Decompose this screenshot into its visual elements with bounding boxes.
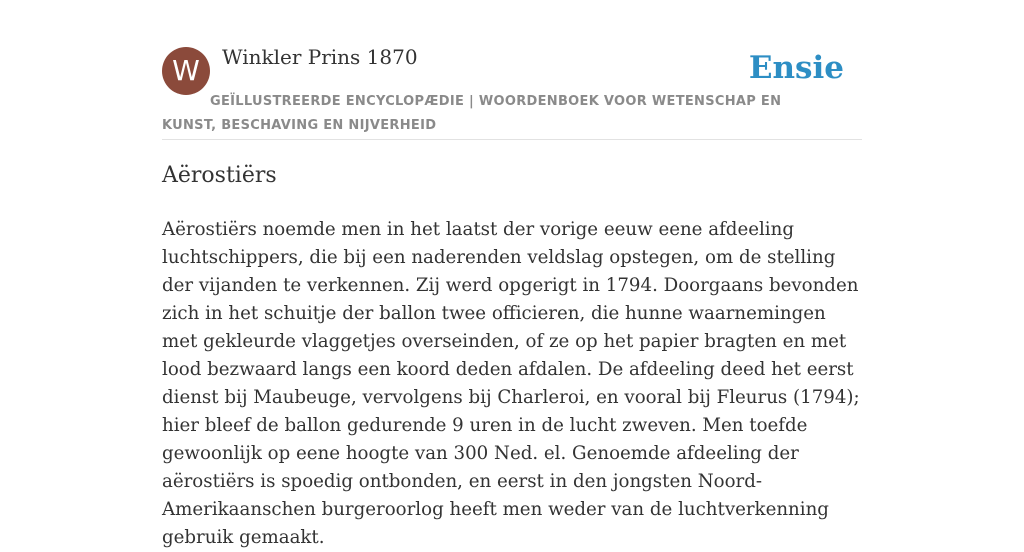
header-divider: [162, 139, 862, 140]
entry-title: Aërostiërs: [162, 163, 277, 188]
source-title[interactable]: Winkler Prins 1870: [222, 45, 418, 69]
source-subtitle: GEÏLLUSTREERDE ENCYCLOPÆDIE | WOORDENBOEK VOOR WETENSCHAP EN KUNST, BESCHAVING EN NIJVERHEID: [162, 94, 782, 133]
brand-logo[interactable]: Ensie: [748, 50, 844, 86]
entry-body: Aërostiërs noemde men in het laatst der vorige eeuw eene afdeeling luchtschippers, die bij een naderenden veldslag opstegen, om de stelling der vijanden te verkennen. Zij werd opgerigt in 1794. Doorgaans bevonden zich in het schuitje der ballon twee officieren, die hunne waarnemingen met gekleurde vlaggetjes overseinden, of ze op het papier bragten en met lood bezwaard langs een koord deden afdalen. De afdeeling deed het eerst dienst bij Maubeuge, vervolgens bij Charleroi, en vooral bij Fleurus (1794); hier bleef de ballon gedurende 9 uren in de lucht zweven. Men toefde gewoonlijk op eene hoogte van 300 Ned. el. Genoemde afdeeling der aërostiërs is spoedig ontbonden, en eerst in den jongsten Noord-Amerikaanschen burgeroorlog heeft men weder van de luchtverkenning gebruik gemaakt.: [162, 219, 860, 548]
source-avatar[interactable]: W: [162, 47, 210, 95]
